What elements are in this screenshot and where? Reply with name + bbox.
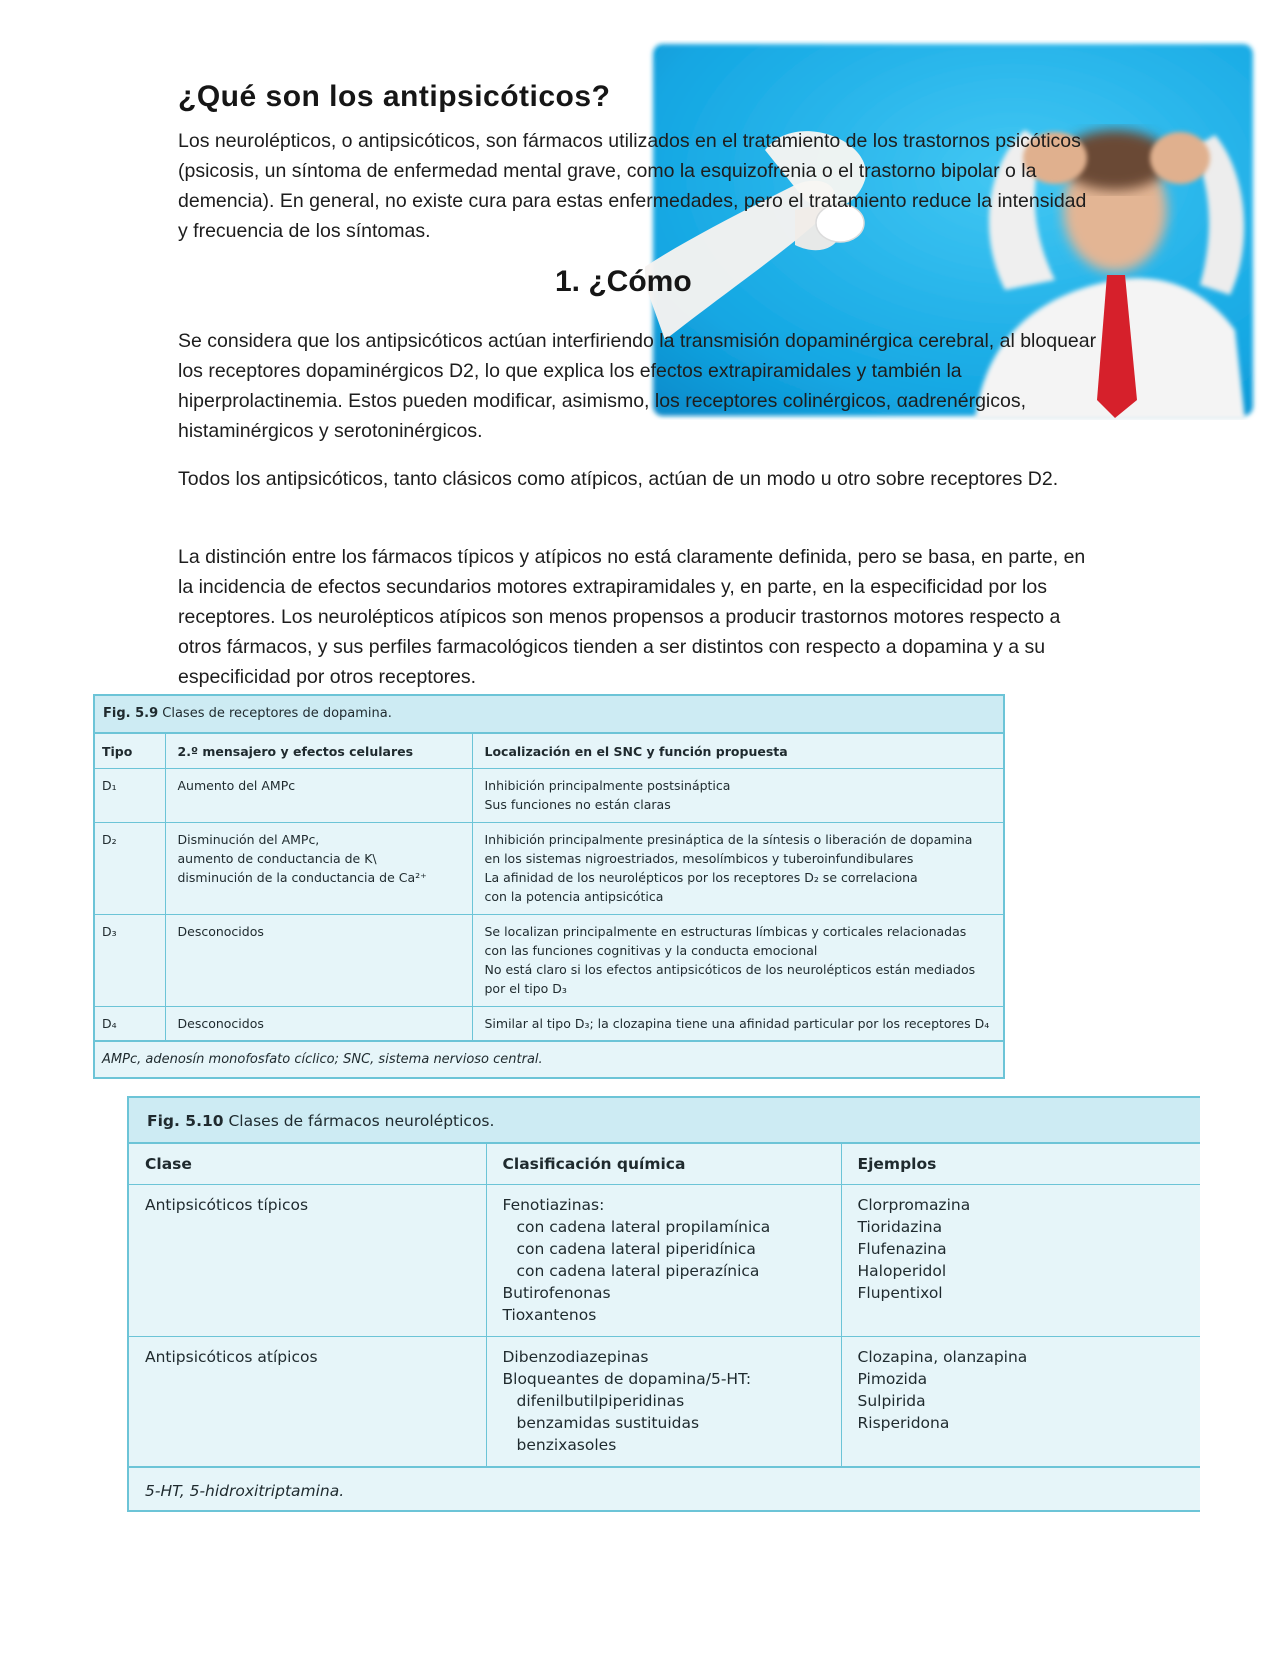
cell-line: Butirofenonas	[502, 1284, 611, 1302]
cell-line: aumento de conductancia de K\	[177, 851, 377, 866]
type-cell: D₁	[95, 769, 165, 823]
function-cell	[472, 1007, 1003, 1041]
table-caption	[95, 696, 1003, 734]
header-row	[95, 734, 1003, 769]
table-footnote: 5-HT, 5-hidroxitriptamina.	[129, 1467, 1200, 1518]
d2-paragraph: Todos los antipsicóticos, tanto clásicos como atípicos, actúan de un modo u otro sobre receptores D2.	[178, 468, 1059, 490]
column-header: Ejemplos	[841, 1144, 1200, 1185]
cell-line: Pimozida	[857, 1370, 928, 1388]
type-cell: D₃	[95, 915, 165, 1007]
cell-line: Clozapina, olanzapina	[857, 1348, 1028, 1366]
cell-line: disminución de la conductancia de Ca²⁺	[177, 870, 427, 885]
column-header: Clase	[129, 1144, 486, 1185]
cell-line: difenilbutilpiperidinas	[516, 1392, 685, 1410]
figure-label: Fig. 5.9	[103, 706, 159, 721]
cell-line: con la potencia antipsicótica	[484, 889, 664, 904]
intro-paragraph: Los neurolépticos, o antipsicóticos, son fármacos utilizados en el tratamiento de los trastornos psicóticos (psicosis, un síntoma de enfermedad mental grave, como la esquizofrenia o el trastorno bipolar o la demencia). En general, no existe cura para estas enfermedades, pero el tratamiento reduce la intensidad y frecuencia de los síntomas.	[178, 130, 1087, 242]
table-grid	[129, 1144, 1200, 1467]
table-row	[129, 1337, 1200, 1467]
cell-line: No está claro si los efectos antipsicóticos de los neurolépticos están mediados	[484, 962, 976, 977]
cell-line: Sus funciones no están claras	[484, 797, 671, 812]
class-cell: Antipsicóticos típicos	[129, 1185, 486, 1337]
function-cell	[472, 769, 1003, 823]
cell-line: Dibenzodiazepinas	[502, 1348, 649, 1366]
table-row	[95, 1007, 1003, 1041]
figure-label: Fig. 5.10	[147, 1112, 224, 1130]
examples-cell	[841, 1185, 1200, 1337]
caption-text: Clases de receptores de dopamina.	[158, 706, 392, 721]
cell-line: Fenotiazinas:	[502, 1196, 605, 1214]
chemistry-cell	[486, 1185, 841, 1337]
type-cell: D₄	[95, 1007, 165, 1041]
dopamine-receptor-table	[93, 694, 1005, 1079]
table-footnote: AMPc, adenosín monofosfato cíclico; SNC, sistema nervioso central.	[95, 1041, 1003, 1082]
cell-line: Sulpirida	[857, 1392, 926, 1410]
table-caption	[129, 1098, 1200, 1144]
cell-line: Tioridazina	[857, 1218, 943, 1236]
cell-line: Se localizan principalmente en estructuras límbicas y corticales relacionadas	[484, 924, 967, 939]
cell-line: con cadena lateral propilamínica	[516, 1218, 771, 1236]
messenger-cell	[165, 769, 472, 823]
table-row	[129, 1185, 1200, 1337]
cell-line: Haloperidol	[857, 1262, 947, 1280]
class-cell: Antipsicóticos atípicos	[129, 1337, 486, 1467]
cell-line: Clorpromazina	[857, 1196, 971, 1214]
column-header: Tipo	[95, 734, 165, 769]
column-header: Clasificación química	[486, 1144, 841, 1185]
page-title: ¿Qué son los antipsicóticos?	[178, 80, 611, 113]
cell-line: Flupentixol	[857, 1284, 943, 1302]
cell-line: Tioxantenos	[502, 1306, 597, 1324]
messenger-cell	[165, 1007, 472, 1041]
caption-text: Clases de fármacos neurolépticos.	[223, 1112, 495, 1130]
cell-line: Desconocidos	[177, 1016, 264, 1031]
cell-line: Inhibición principalmente postsináptica	[484, 778, 731, 793]
examples-cell	[841, 1337, 1200, 1467]
section-heading: 1. ¿Cómo	[555, 265, 692, 298]
table-row	[95, 823, 1003, 915]
cell-line: Risperidona	[857, 1414, 950, 1432]
table-grid	[95, 734, 1003, 1041]
cell-line: con las funciones cognitivas y la conducta emocional	[484, 943, 818, 958]
cell-line: Desconocidos	[177, 924, 264, 939]
cell-line: Aumento del AMPc	[177, 778, 296, 793]
column-header: 2.º mensajero y efectos celulares	[165, 734, 472, 769]
mechanism-paragraph: Se considera que los antipsicóticos actúan interfiriendo la transmisión dopaminérgica cerebral, al bloquear los receptores dopaminérgicos D2, lo que explica los efectos extrapiramidales y también la hiperprolactinemia. Estos pueden modificar, asimismo, los receptores colinérgicos, αadrenérgicos, histaminérgicos y serotoninérgicos.	[178, 330, 1097, 442]
cell-line: Flufenazina	[857, 1240, 947, 1258]
distinction-paragraph: La distinción entre los fármacos típicos y atípicos no está claramente definida, pero se basa, en parte, en la incidencia de efectos secundarios motores extrapiramidales y, en parte, en la especificidad por los receptores. Los neurolépticos atípicos son menos propensos a producir trastornos motores respecto a otros fármacos, y sus perfiles farmacológicos tienden a ser distintos con respecto a dopamina y a su especificidad por otros receptores.	[178, 546, 1086, 688]
cell-line: con cadena lateral piperidínica	[516, 1240, 756, 1258]
cell-line: Disminución del AMPc,	[177, 832, 320, 847]
table-row	[95, 915, 1003, 1007]
cell-line: benzixasoles	[516, 1436, 617, 1454]
cell-line: Bloqueantes de dopamina/5-HT:	[502, 1370, 752, 1388]
column-header: Localización en el SNC y función propuesta	[472, 734, 1003, 769]
cell-line: Inhibición principalmente presináptica de la síntesis o liberación de dopamina	[484, 832, 973, 847]
messenger-cell	[165, 915, 472, 1007]
cell-line: en los sistemas nigroestriados, mesolímbicos y tuberoinfundibulares	[484, 851, 914, 866]
cell-line: por el tipo D₃	[484, 981, 567, 996]
type-cell: D₂	[95, 823, 165, 915]
chemistry-cell	[486, 1337, 841, 1467]
cell-line: con cadena lateral piperazínica	[516, 1262, 760, 1280]
neuroleptic-classes-table	[127, 1096, 1200, 1512]
table-row	[95, 769, 1003, 823]
cell-line: benzamidas sustituidas	[516, 1414, 700, 1432]
function-cell	[472, 823, 1003, 915]
function-cell	[472, 915, 1003, 1007]
cell-line: Similar al tipo D₃; la clozapina tiene una afinidad particular por los receptores D₄	[484, 1016, 990, 1031]
cell-line: La afinidad de los neurolépticos por los receptores D₂ se correlaciona	[484, 870, 918, 885]
messenger-cell	[165, 823, 472, 915]
header-row	[129, 1144, 1200, 1185]
